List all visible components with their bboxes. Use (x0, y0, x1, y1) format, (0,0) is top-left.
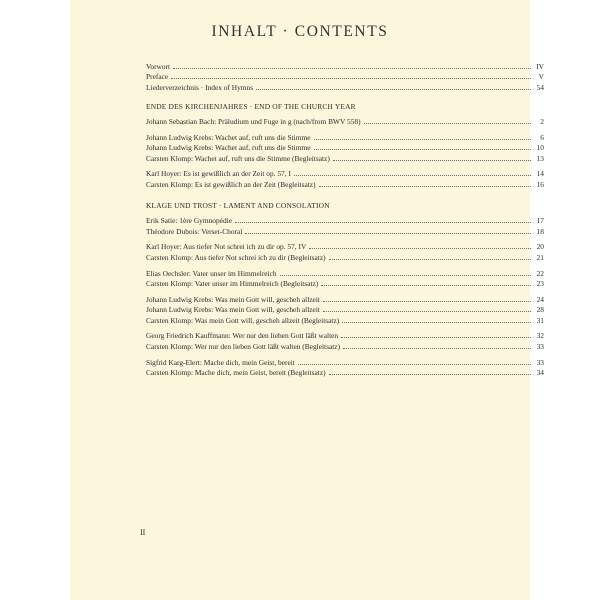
entry-title: Johann Sebastian Bach: Präludium und Fuge in g (nach/from BWV 558) (146, 116, 361, 126)
table-of-contents (146, 57, 544, 378)
section-heading: ENDE DES KIRCHENJAHRES · END OF THE CHURCH YEAR (146, 101, 356, 111)
entry-page: 54 (536, 82, 544, 92)
dot-leader (343, 337, 531, 349)
entry-page: 34 (536, 368, 544, 378)
entry-group (146, 327, 544, 352)
entry-title: Carsten Klomp: Was mein Gott will, gescheh allzeit (Begleitsatz) (146, 315, 340, 325)
entry-title: Elias Oechsler: Vater unser im Himmelreich (146, 268, 277, 278)
entry-page: 16 (536, 179, 544, 189)
entry-title: Carsten Klomp: Es ist gewißlich an der Zeit (Begleitsatz) (146, 179, 316, 189)
entry-page: 13 (536, 153, 544, 163)
toc-entry (146, 165, 544, 179)
entry-page: 10 (536, 143, 544, 153)
dot-leader (321, 275, 531, 287)
page-title: INHALT · CONTENTS (211, 23, 389, 40)
entry-title: Vorwort (146, 61, 171, 71)
dot-leader (364, 112, 531, 124)
entry-group (146, 290, 544, 325)
front-matter (146, 57, 544, 92)
entry-group (146, 128, 544, 163)
entry-group (146, 238, 544, 262)
entry-page: 21 (536, 252, 544, 262)
entry-title: Johann Ludwig Krebs: Was mein Gott will, gescheh allzeit (146, 294, 320, 304)
entry-title: Carsten Klomp: Wer nur den lieben Gott läßt walten (Begleitsatz) (146, 342, 341, 352)
dot-leader (245, 222, 531, 234)
entry-title: Carsten Klomp: Vater unser im Himmelreich (Begleitsatz) (146, 279, 319, 289)
entry-page: 24 (536, 294, 544, 304)
toc-entry (146, 78, 544, 92)
entry-title: Carsten Klomp: Aus tiefer Not schrei ich zu dir (Begleitsatz) (146, 252, 326, 262)
entry-title: Erik Satie: 1ère Gymnopédie (146, 216, 232, 226)
entry-group (146, 212, 544, 236)
entry-page: 18 (536, 226, 544, 236)
contents-page (70, 0, 544, 600)
entry-page: 28 (536, 305, 544, 315)
dot-leader (319, 175, 531, 187)
entry-title: Sigfrid Karg-Elert: Mache dich, mein Geist, bereit (146, 357, 295, 367)
entry-title: Georg Friedrich Kauffmann: Wer nur den lieben Gott läßt walten (146, 331, 339, 341)
toc-entry (146, 353, 544, 367)
dot-leader (329, 364, 531, 376)
dot-leader (256, 78, 531, 90)
entry-page: 2 (540, 116, 544, 126)
entry-title: Carsten Klomp: Mache dich, mein Geist, bereit (Begleitsatz) (146, 368, 326, 378)
entry-title: Johann Ludwig Krebs: Was mein Gott will, gescheh allzeit (146, 305, 320, 315)
entry-page: V (538, 72, 544, 82)
entry-page: 6 (540, 132, 544, 142)
entry-page: 23 (536, 279, 544, 289)
toc-entry (146, 238, 544, 252)
dot-leader (333, 149, 531, 161)
toc-entry (146, 327, 544, 341)
entry-title: Karl Hoyer: Aus tiefer Not schrei ich zu dir op. 57, IV (146, 242, 307, 252)
toc-section (146, 200, 544, 378)
toc-entry (146, 212, 544, 226)
toc-entry (146, 290, 544, 304)
entry-page: 14 (536, 169, 544, 179)
entry-title: Liederverzeichnis · Index of Hymns (146, 82, 254, 92)
toc-entry (146, 112, 544, 126)
page-number: II (140, 528, 146, 537)
toc-entry (146, 264, 544, 278)
entry-page: 17 (536, 216, 544, 226)
entry-group (146, 353, 544, 378)
toc-entry (146, 57, 544, 71)
dot-leader (342, 311, 531, 323)
entry-title: Preface (146, 72, 169, 82)
entry-title: Carsten Klomp: Wachet auf, ruft uns die Stimme (Begleitsatz) (146, 153, 330, 163)
entry-title: Johann Ludwig Krebs: Wachet auf, ruft uns die Stimme (146, 132, 311, 142)
entry-group (146, 165, 544, 189)
toc-section (146, 101, 544, 189)
entry-page: 33 (536, 357, 544, 367)
entry-page: 22 (536, 268, 544, 278)
entry-title: Théodore Dubois: Verset-Choral (146, 226, 243, 236)
section-heading: KLAGE UND TROST · LAMENT AND CONSOLATION (146, 200, 330, 210)
toc-entry (146, 68, 544, 82)
entry-title: Johann Ludwig Krebs: Wachet auf, ruft uns die Stimme (146, 143, 311, 153)
entry-page: IV (536, 61, 544, 71)
dot-leader (329, 248, 531, 260)
entry-page: 31 (536, 315, 544, 325)
entry-page: 20 (536, 242, 544, 252)
entry-page: 33 (536, 342, 544, 352)
entry-page: 32 (536, 331, 544, 341)
entry-group (146, 264, 544, 289)
entry-title: Karl Hoyer: Es ist gewißlich an der Zeit op. 57, I (146, 169, 291, 179)
toc-entry (146, 128, 544, 142)
